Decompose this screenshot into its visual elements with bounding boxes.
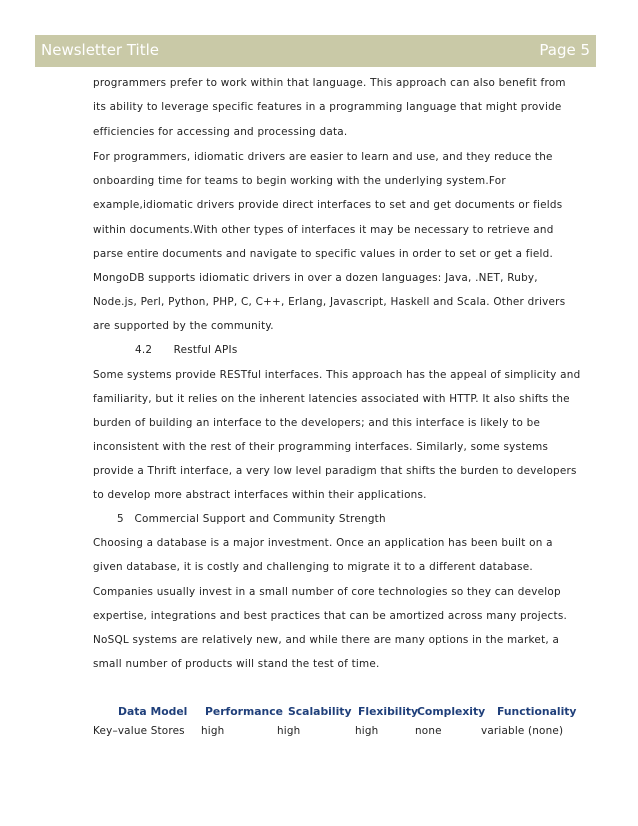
table-cell: Key–value Stores [93, 725, 185, 737]
table-cell: high [277, 725, 301, 737]
body-line: burden of building an interface to the developers; and this interface is likely to be [93, 417, 541, 429]
table-cell: variable (none) [481, 725, 564, 737]
body-line: programmers prefer to work within that language. This approach can also benefit from [93, 77, 566, 89]
section-heading-commercial-support: 5 Commercial Support and Community Strength [117, 513, 386, 525]
body-line: to develop more abstract interfaces within their applications. [93, 489, 427, 501]
body-line: provide a Thrift interface, a very low level paradigm that shifts the burden to developers [93, 465, 577, 477]
body-line: Companies usually invest in a small number of core technologies so they can develop [93, 586, 561, 598]
table-cell: none [415, 725, 442, 737]
body-line: given database, it is costly and challenging to migrate it to a different database. [93, 561, 533, 573]
body-line: MongoDB supports idiomatic drivers in over a dozen languages: Java, .NET, Ruby, [93, 272, 538, 284]
newsletter-header [35, 35, 596, 67]
body-line: parse entire documents and navigate to specific values in order to set or get a field. [93, 248, 554, 260]
table-header-flexibility: Flexibility [358, 705, 419, 718]
body-line: inconsistent with the rest of their programming interfaces. Similarly, some systems [93, 441, 549, 453]
table-header-scalability: Scalability [288, 705, 352, 718]
body-line: onboarding time for teams to begin working with the underlying system.For [93, 175, 506, 187]
body-line: Some systems provide RESTful interfaces. This approach has the appeal of simplicity and [93, 369, 581, 381]
body-line: familiarity, but it relies on the inherent latencies associated with HTTP. It also shifts the [93, 393, 570, 405]
body-line: example,idiomatic drivers provide direct interfaces to set and get documents or fields [93, 199, 563, 211]
body-line: For programmers, idiomatic drivers are easier to learn and use, and they reduce the [93, 151, 553, 163]
body-line: are supported by the community. [93, 320, 274, 332]
table-cell: high [201, 725, 225, 737]
table-header-complexity: Complexity [417, 705, 486, 718]
table-header-performance: Performance [205, 705, 283, 718]
body-line: Choosing a database is a major investment. Once an application has been built on a [93, 537, 553, 549]
body-line: Node.js, Perl, Python, PHP, C, C++, Erlang, Javascript, Haskell and Scala. Other drivers [93, 296, 566, 308]
body-line: expertise, integrations and best practices that can be amortized across many projects. [93, 610, 568, 622]
newsletter-title: Newsletter Title [41, 41, 160, 59]
section-heading-restful-apis: 4.2 Restful APIs [135, 344, 238, 356]
table-header-data-model: Data Model [118, 705, 188, 718]
body-line: NoSQL systems are relatively new, and while there are many options in the market, a [93, 634, 560, 646]
page-number: Page 5 [539, 41, 590, 59]
body-line: small number of products will stand the test of time. [93, 658, 380, 670]
body-line: its ability to leverage specific features in a programming language that might provide [93, 101, 562, 113]
table-header-functionality: Functionality [497, 705, 577, 718]
table-cell: high [355, 725, 379, 737]
body-line: within documents.With other types of interfaces it may be necessary to retrieve and [93, 224, 554, 236]
body-line: efficiencies for accessing and processing data. [93, 126, 348, 138]
